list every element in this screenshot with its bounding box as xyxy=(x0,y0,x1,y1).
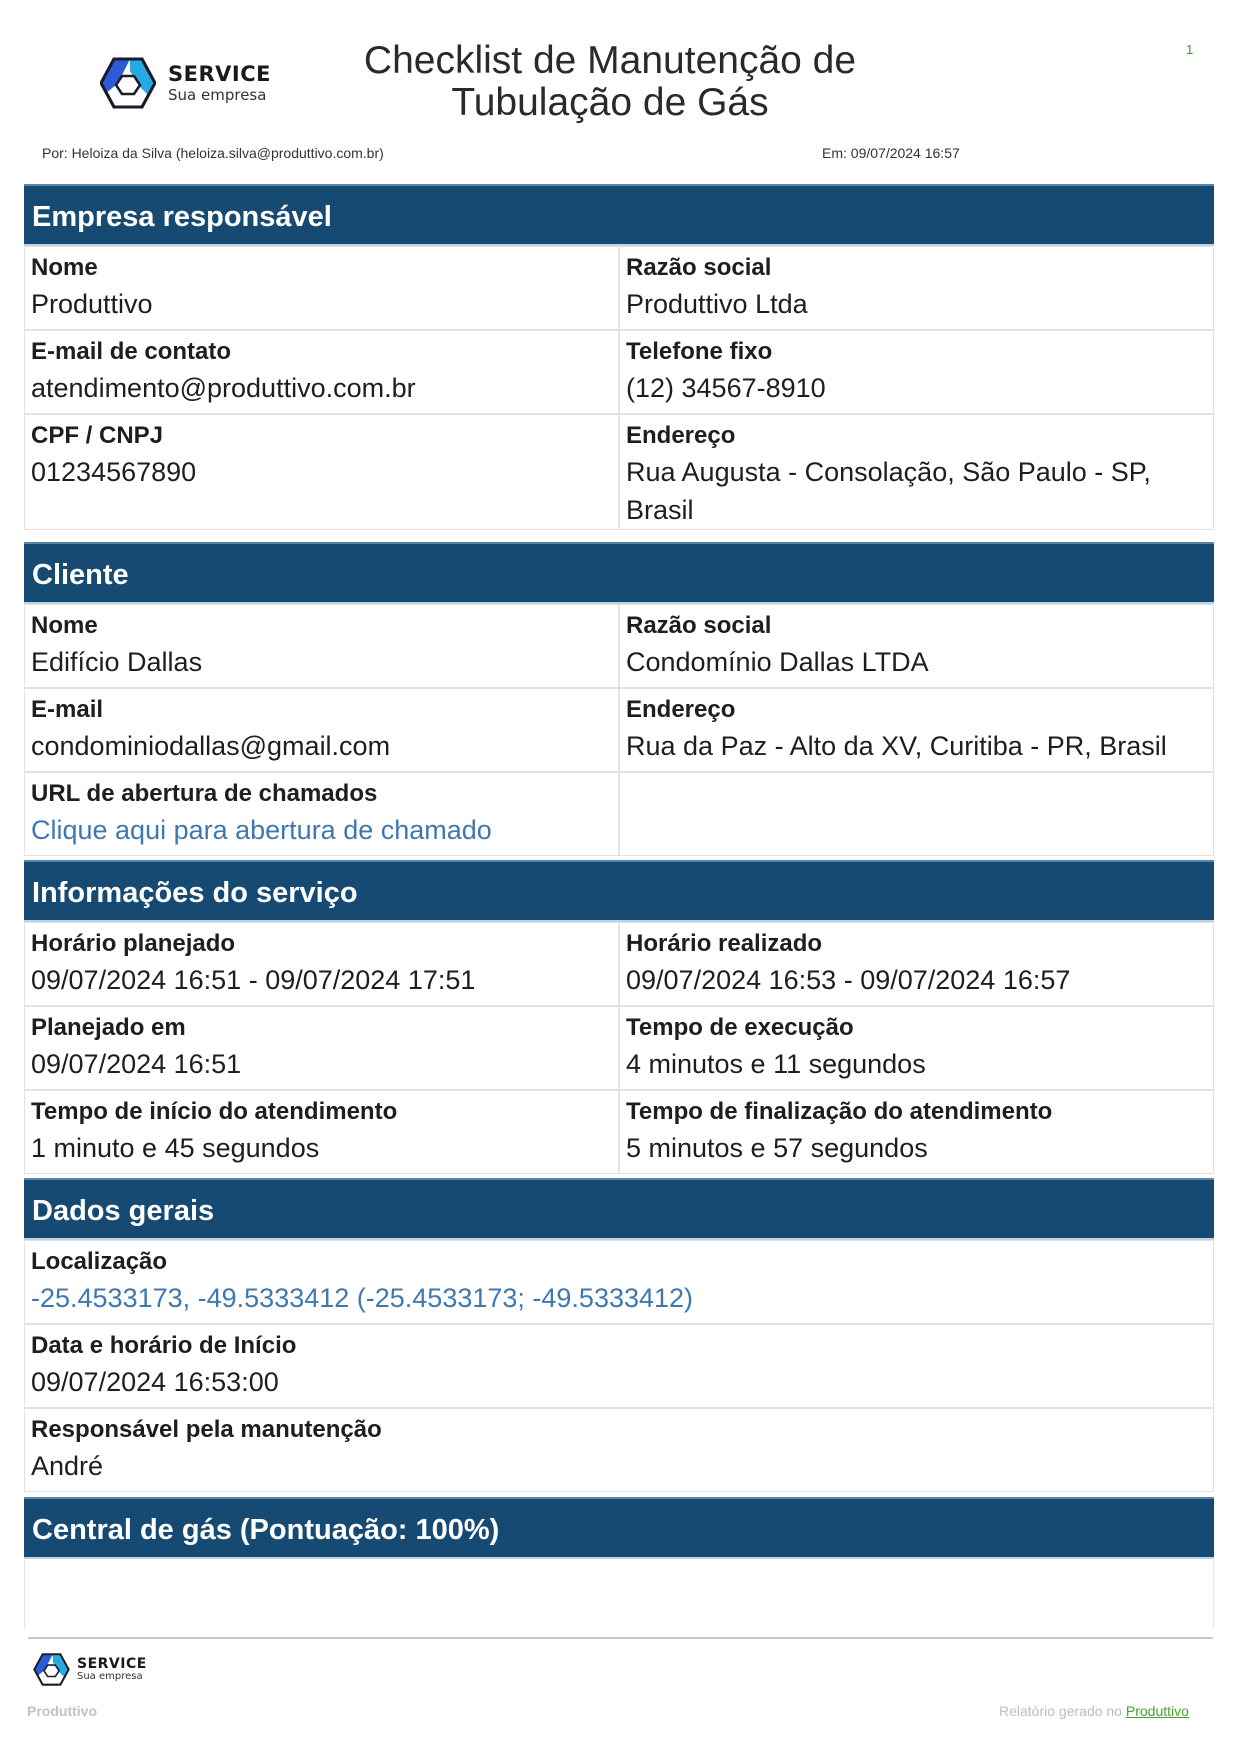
field-value: condominiodallas@gmail.com xyxy=(31,731,391,761)
section-dados-gerais xyxy=(24,1178,1214,1492)
field-telefone-fixo xyxy=(619,330,1214,414)
hexagon-logo-icon xyxy=(33,1653,70,1686)
field-endereco xyxy=(619,688,1214,772)
field-label: Endereço xyxy=(626,696,736,723)
section-informacoes-servico xyxy=(24,860,1214,1174)
field-razao-social xyxy=(619,604,1214,688)
open-ticket-link[interactable]: Clique aqui para abertura de chamado xyxy=(31,815,492,845)
field-email xyxy=(24,688,619,772)
produttivo-link[interactable]: Produttivo xyxy=(1125,1703,1189,1719)
field-nome xyxy=(24,246,619,330)
footer-report-note xyxy=(999,1703,1189,1719)
field-label: Razão social xyxy=(626,612,772,639)
field-razao-social xyxy=(619,246,1214,330)
field-endereco xyxy=(619,414,1214,530)
field-value: 09/07/2024 16:53 - 09/07/2024 16:57 xyxy=(626,965,1071,995)
field-value: 4 minutos e 11 segundos xyxy=(626,1049,926,1079)
field-label: Nome xyxy=(31,612,98,639)
logo-tagline: Sua empresa xyxy=(77,1671,143,1682)
field-planejado-em xyxy=(24,1006,619,1090)
empty-cell xyxy=(619,772,1214,856)
generated-datetime: Em: 09/07/2024 16:57 xyxy=(822,145,960,161)
page-number: 1 xyxy=(1186,42,1194,57)
field-value: 5 minutos e 57 segundos xyxy=(626,1133,928,1163)
field-value: Produttivo xyxy=(31,289,153,319)
field-value: Edifício Dallas xyxy=(31,647,203,677)
field-value: André xyxy=(31,1451,104,1481)
field-cpf-cnpj xyxy=(24,414,619,530)
field-email-contato xyxy=(24,330,619,414)
section-header: Informações do serviço xyxy=(24,860,1214,922)
field-label: Localização xyxy=(31,1248,168,1275)
report-prefix: Relatório gerado no xyxy=(999,1703,1126,1719)
field-value: 09/07/2024 16:51 xyxy=(31,1049,242,1079)
footer-logo xyxy=(33,1653,147,1686)
field-value: (12) 34567-8910 xyxy=(626,373,826,403)
logo-brand: SERVICE xyxy=(77,1656,147,1672)
field-value: 09/07/2024 16:53:00 xyxy=(31,1367,279,1397)
footer-brand-text: Produttivo xyxy=(27,1703,97,1719)
field-label: Tempo de finalização do atendimento xyxy=(626,1098,1053,1125)
company-logo xyxy=(100,57,271,109)
field-label: Horário planejado xyxy=(31,930,236,957)
field-label: Telefone fixo xyxy=(626,338,773,365)
field-value: 09/07/2024 16:51 - 09/07/2024 17:51 xyxy=(31,965,476,995)
field-nome xyxy=(24,604,619,688)
field-label: URL de abertura de chamados xyxy=(31,780,378,807)
field-label: Responsável pela manutenção xyxy=(31,1416,382,1443)
section-cliente xyxy=(24,542,1214,856)
field-value: atendimento@produttivo.com.br xyxy=(31,373,416,403)
field-data-horario-inicio xyxy=(24,1324,1214,1408)
title-line-1: Checklist de Manutenção de xyxy=(363,39,857,82)
field-horario-planejado xyxy=(24,922,619,1006)
field-label: CPF / CNPJ xyxy=(31,422,164,449)
section-header: Dados gerais xyxy=(24,1178,1214,1240)
hexagon-logo-icon xyxy=(100,57,156,109)
field-value: Produttivo Ltda xyxy=(626,289,808,319)
field-localizacao xyxy=(24,1240,1214,1324)
field-value: Rua Augusta - Consolação, São Paulo - SP, Brasil xyxy=(626,457,1151,525)
section-body-empty xyxy=(24,1559,1214,1629)
footer-divider xyxy=(28,1637,1213,1639)
field-label: Planejado em xyxy=(31,1014,186,1041)
author-byline: Por: Heloiza da Silva (heloiza.silva@produttivo.com.br) xyxy=(42,145,384,161)
title-line-2: Tubulação de Gás xyxy=(451,81,769,124)
section-header: Central de gás (Pontuação: 100%) xyxy=(24,1497,1214,1559)
field-label: Tempo de início do atendimento xyxy=(31,1098,398,1125)
field-label: Endereço xyxy=(626,422,736,449)
field-value: Condomínio Dallas LTDA xyxy=(626,647,929,677)
location-link[interactable]: -25.4533173, -49.5333412 (-25.4533173; -49.5333412) xyxy=(31,1283,694,1313)
field-value: Rua da Paz - Alto da XV, Curitiba - PR, Brasil xyxy=(626,731,1167,761)
field-label: E-mail xyxy=(31,696,104,723)
field-label: Data e horário de Início xyxy=(31,1332,297,1359)
field-value: 01234567890 xyxy=(31,457,197,487)
field-label: Razão social xyxy=(626,254,772,281)
field-label: Horário realizado xyxy=(626,930,823,957)
field-value: 1 minuto e 45 segundos xyxy=(31,1133,320,1163)
section-central-de-gas xyxy=(24,1497,1214,1629)
section-header: Cliente xyxy=(24,542,1214,604)
field-tempo-finalizacao-atendimento xyxy=(619,1090,1214,1174)
field-url-abertura-chamados xyxy=(24,772,619,856)
field-responsavel-manutencao xyxy=(24,1408,1214,1492)
field-label: E-mail de contato xyxy=(31,338,232,365)
section-empresa-responsavel xyxy=(24,184,1214,530)
section-header: Empresa responsável xyxy=(24,184,1214,246)
logo-brand: SERVICE xyxy=(168,61,271,86)
field-tempo-execucao xyxy=(619,1006,1214,1090)
document-title xyxy=(310,40,910,124)
field-label: Nome xyxy=(31,254,98,281)
field-horario-realizado xyxy=(619,922,1214,1006)
field-tempo-inicio-atendimento xyxy=(24,1090,619,1174)
field-label: Tempo de execução xyxy=(626,1014,854,1041)
logo-tagline: Sua empresa xyxy=(168,85,267,104)
